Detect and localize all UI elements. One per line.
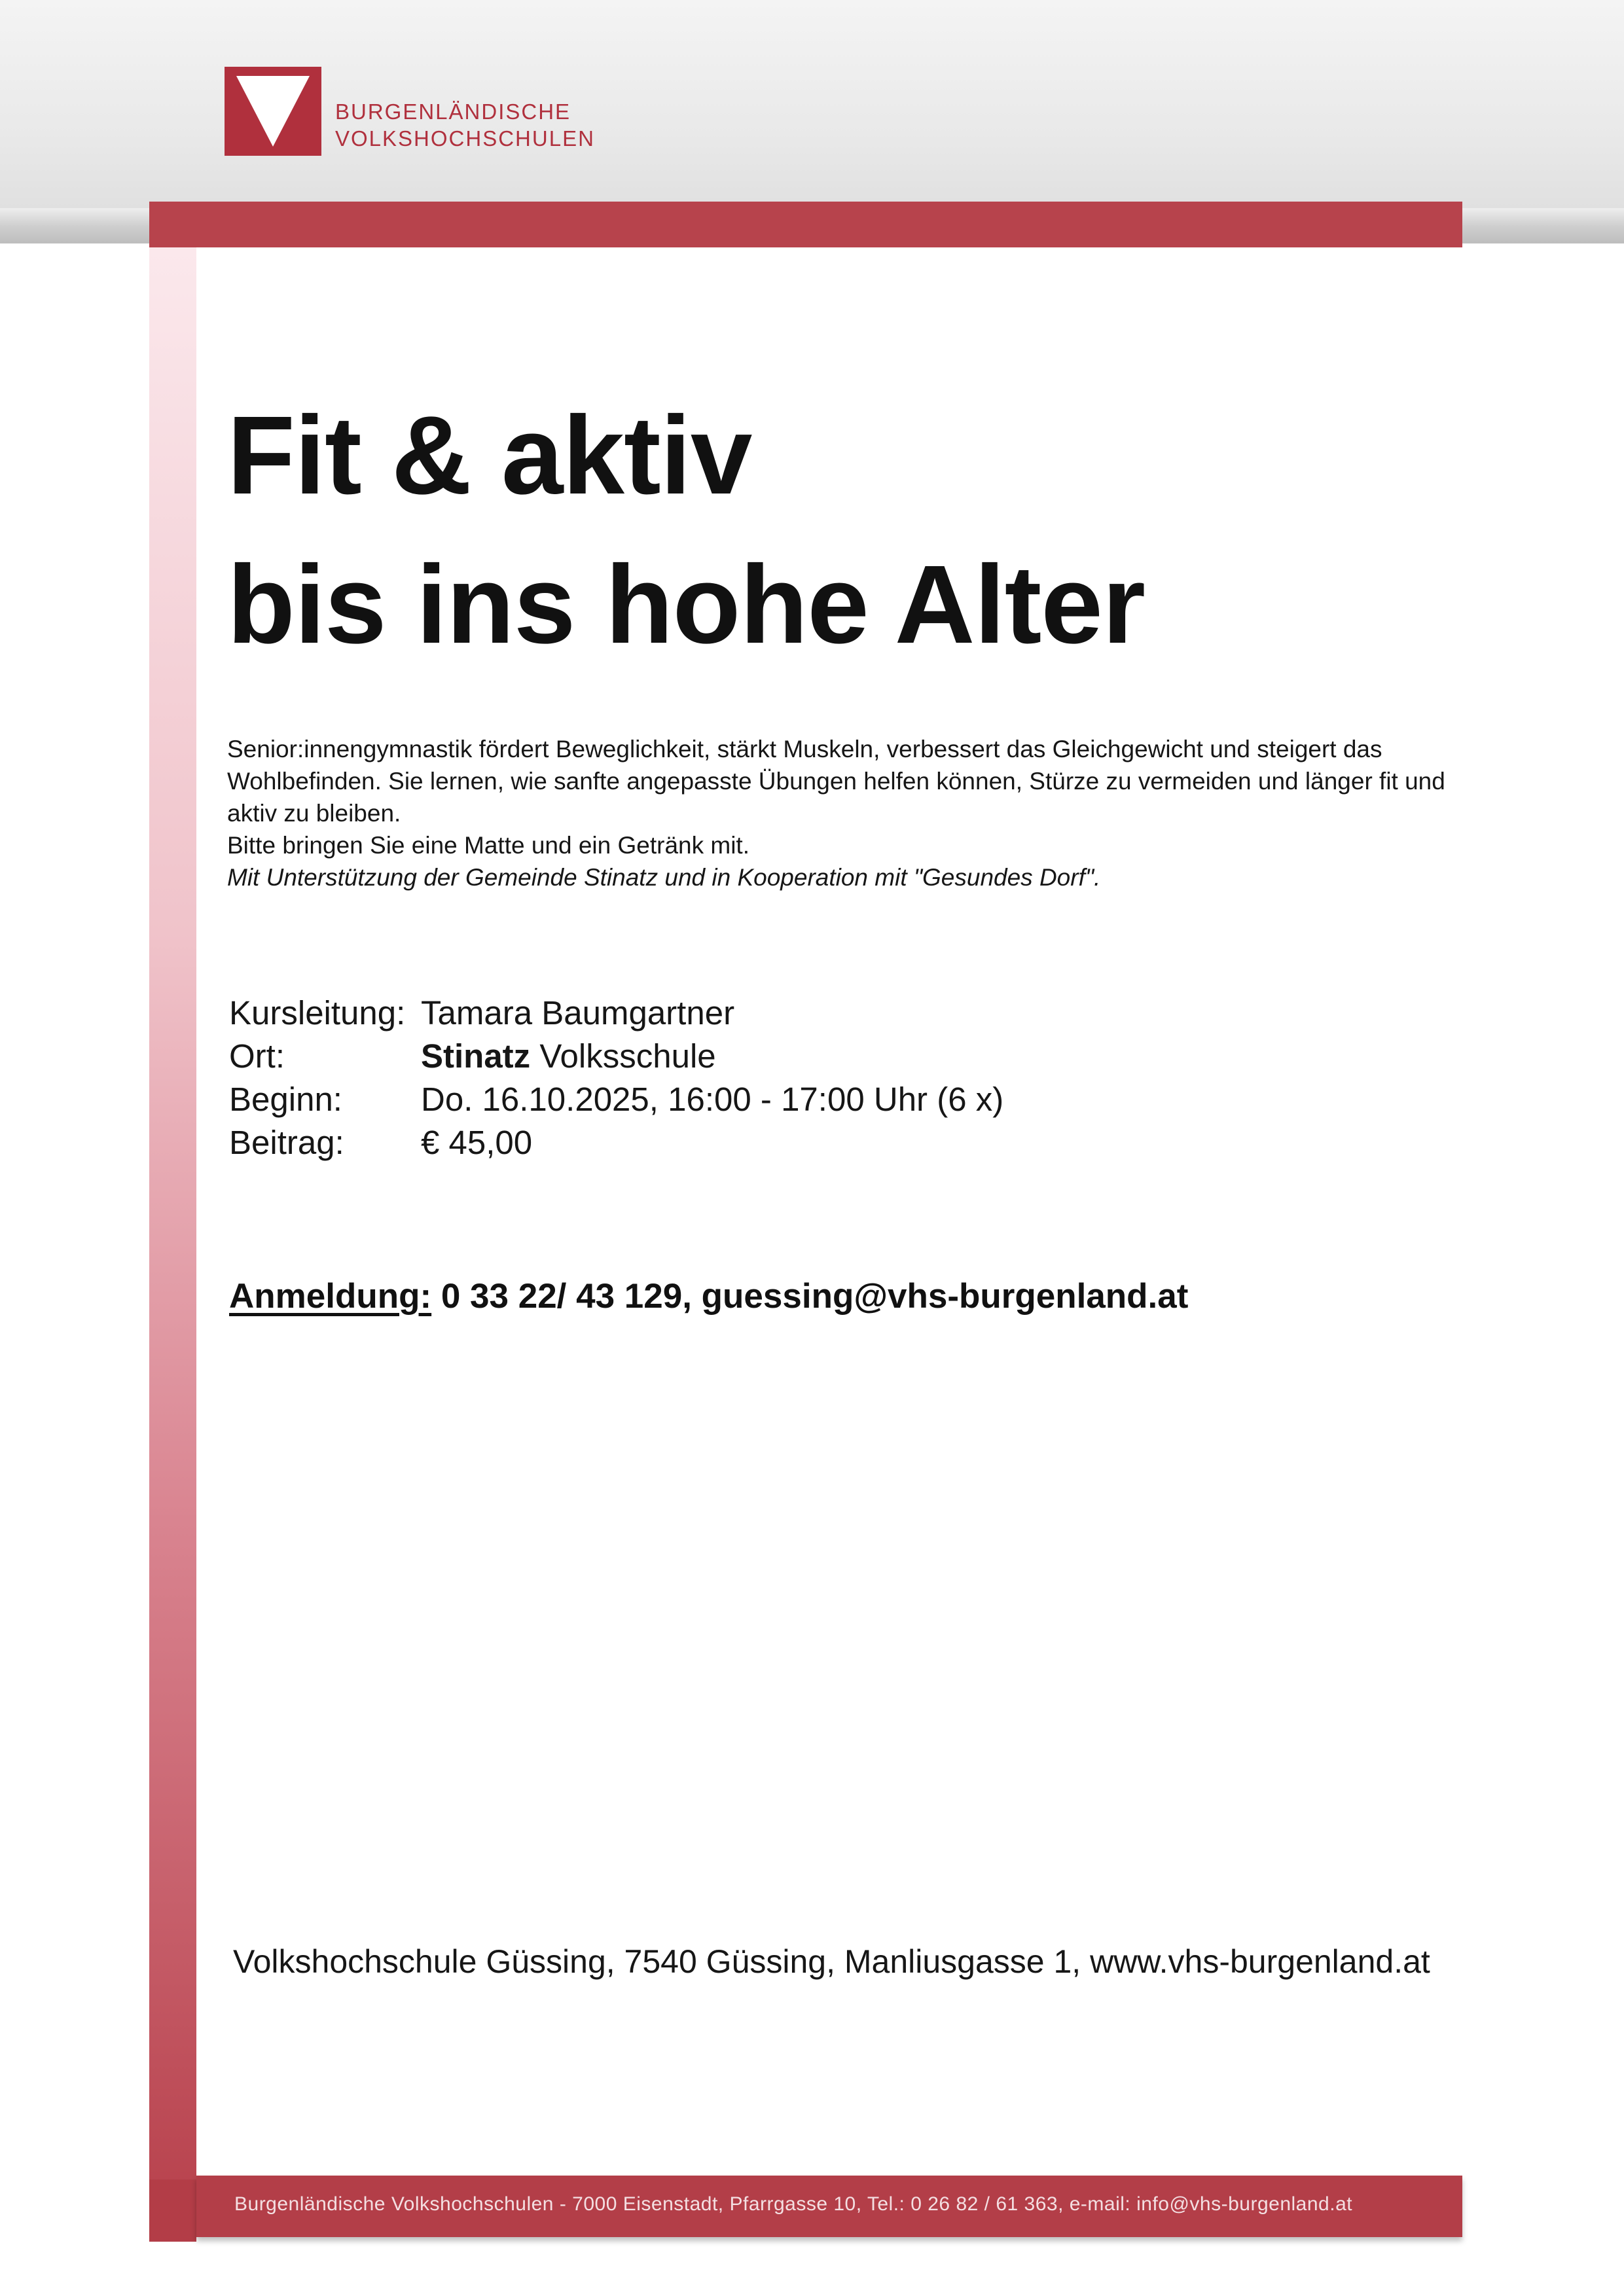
fee-label: Beitrag:	[229, 1124, 344, 1161]
registration-label: Anmeldung:	[229, 1277, 432, 1316]
brand-name	[335, 98, 595, 152]
fee-value: € 45,00	[421, 1124, 533, 1161]
left-rail-foot	[149, 2179, 196, 2242]
title-line-2: bis ins hohe Alter	[227, 543, 1146, 667]
detail-row-fee	[229, 1121, 1003, 1164]
detail-row-location	[229, 1035, 1003, 1078]
footer-contact: Burgenländische Volkshochschulen - 7000 Eisenstadt, Pfarrgasse 10, Tel.: 0 26 82 / 61 363, e-mail: info@vhs-burgenland.at	[234, 2193, 1353, 2215]
detail-row-leader	[229, 992, 1003, 1035]
location-value	[421, 1035, 716, 1078]
course-description	[227, 733, 1471, 893]
location-label: Ort:	[229, 1037, 285, 1075]
bring-note: Bitte bringen Sie eine Matte und ein Getränk mit.	[227, 832, 749, 859]
brand-line-1: BURGENLÄNDISCHE	[335, 99, 571, 124]
detail-row-start	[229, 1078, 1003, 1121]
top-accent-bar	[149, 202, 1462, 247]
start-value: Do. 16.10.2025, 16:00 - 17:00 Uhr (6 x)	[421, 1081, 1004, 1118]
description-paragraph: Senior:innengymnastik fördert Beweglichkeit, stärkt Muskeln, verbessert das Gleichgewicht und steigert das Wohlbefinden. Sie lernen, wie sanfte angepasste Übungen helfen können, Stürze zu vermeiden und länger fit und aktiv zu bleiben.	[227, 736, 1445, 827]
page-title	[227, 381, 1145, 679]
left-accent-rail	[149, 247, 196, 2207]
title-line-1: Fit & aktiv	[227, 393, 752, 518]
location-venue: Volksschule	[530, 1037, 716, 1075]
start-label: Beginn:	[229, 1081, 342, 1118]
location-town: Stinatz	[421, 1037, 531, 1075]
vhs-logo-icon	[225, 67, 321, 156]
registration-line	[229, 1276, 1188, 1316]
brand-line-2: VOLKSHOCHSCHULEN	[335, 126, 595, 151]
leader-label: Kursleitung:	[229, 994, 406, 1031]
support-note: Mit Unterstützung der Gemeinde Stinatz und in Kooperation mit "Gesundes Dorf".	[227, 864, 1101, 891]
school-address: Volkshochschule Güssing, 7540 Güssing, Manliusgasse 1, www.vhs-burgenland.at	[233, 1943, 1430, 1980]
registration-contact[interactable]: 0 33 22/ 43 129, guessing@vhs-burgenland.at	[431, 1277, 1189, 1316]
leader-value: Tamara Baumgartner	[421, 994, 735, 1031]
course-details	[229, 992, 1003, 1164]
